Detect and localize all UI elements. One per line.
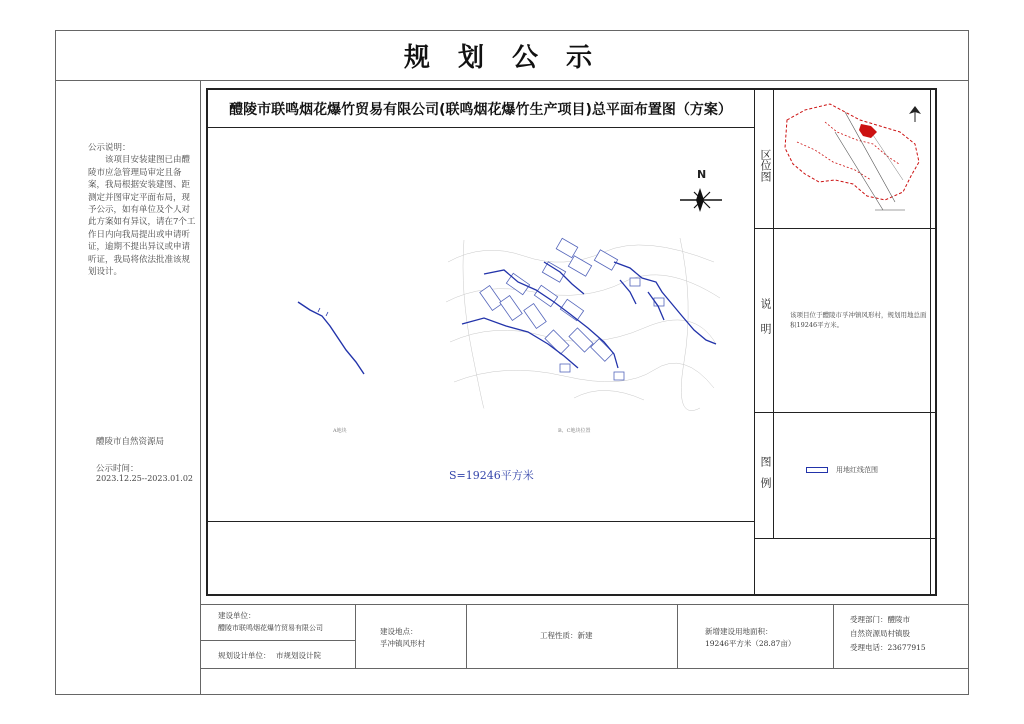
site-label: 建设地点：	[380, 627, 418, 636]
parcel-bc-boundary	[462, 262, 716, 368]
notice-block	[88, 142, 198, 278]
left-column-divider	[200, 80, 201, 695]
legend-boundary-swatch	[806, 467, 828, 473]
bottom-table-top	[200, 604, 969, 605]
time-value: 2023.12.25--2023.01.02	[96, 474, 194, 483]
site-area: S=19246平方米	[449, 469, 534, 482]
legend-item-text: 用地红线范围	[836, 466, 878, 474]
bottom-row-split	[200, 640, 355, 641]
north-arrow-icon	[678, 182, 724, 218]
time-label: 公示时间：	[96, 464, 139, 474]
location-compass-icon	[909, 106, 921, 122]
title-divider	[55, 80, 969, 81]
description-label: 说明	[759, 298, 772, 348]
project-nature: 工程性质：新建	[540, 631, 593, 640]
designer-value: 市规划设计院	[276, 651, 321, 660]
plan-title: 醴陵市联鸣烟花爆竹贸易有限公司(联鸣烟花爆竹生产项目)总平面布置图（方案）	[229, 101, 732, 118]
site-buildings	[480, 238, 664, 380]
builder-label: 建设单位：	[218, 611, 256, 620]
description-text: 该项目位于醴陵市孚冲镇风形村，规划用地总面积19246平方米。	[790, 311, 927, 329]
bottom-col-4	[833, 604, 834, 668]
land-area-value: 19246平方米（28.87亩）	[705, 639, 796, 648]
dept-line-2: 自然资源局村镇股	[850, 629, 910, 638]
bottom-col-3	[677, 604, 678, 668]
caption-parcel-bc: B、C地块位置	[558, 428, 591, 434]
side-sep-1	[755, 228, 936, 229]
builder-value: 醴陵市联鸣烟花爆竹贸易有限公司	[218, 624, 323, 632]
phone: 受理电话：23677915	[850, 643, 926, 652]
plan-bottom-divider	[208, 521, 754, 522]
side-right-edge	[930, 90, 931, 594]
side-panel-divider	[754, 90, 755, 594]
dept-line-1: 受理部门：醴陵市	[850, 615, 910, 624]
page-title: 规划公示	[403, 42, 620, 73]
side-sep-2	[755, 412, 936, 413]
site-value: 孚冲镇风形村	[380, 639, 425, 648]
parcel-a-boundary	[290, 292, 380, 382]
parcel-bc-plan	[444, 232, 722, 412]
notice-text: 该项目安装建图已由醴陵市应急管理局审定且备案，我局根据安装建图、距测定并图审定平面布局，现予公示，如有单位及个人对此方案如有异议，请在7个工作日内向我局提出或申请听证，逾期不提出异议或申请听证，我局将依法批准该规划设计。	[88, 155, 196, 278]
bottom-col-2	[466, 604, 467, 668]
designer-label: 规划设计单位：	[218, 651, 271, 660]
notice-label: 公示说明：	[88, 143, 131, 153]
legend-label: 图例	[759, 456, 772, 498]
bottom-col-1	[355, 604, 356, 668]
bottom-table-bottom	[200, 668, 969, 669]
side-sep-3	[755, 538, 936, 539]
north-label: N	[697, 168, 707, 181]
caption-parcel-a: A地块	[333, 428, 347, 434]
side-label-divider	[773, 90, 774, 538]
location-map-label: 区位图	[759, 148, 772, 182]
plan-title-divider	[208, 127, 754, 128]
location-map	[775, 92, 929, 226]
land-area-label: 新增建设用地面积：	[705, 627, 773, 636]
issuing-org: 醴陵市自然资源局	[96, 437, 165, 447]
